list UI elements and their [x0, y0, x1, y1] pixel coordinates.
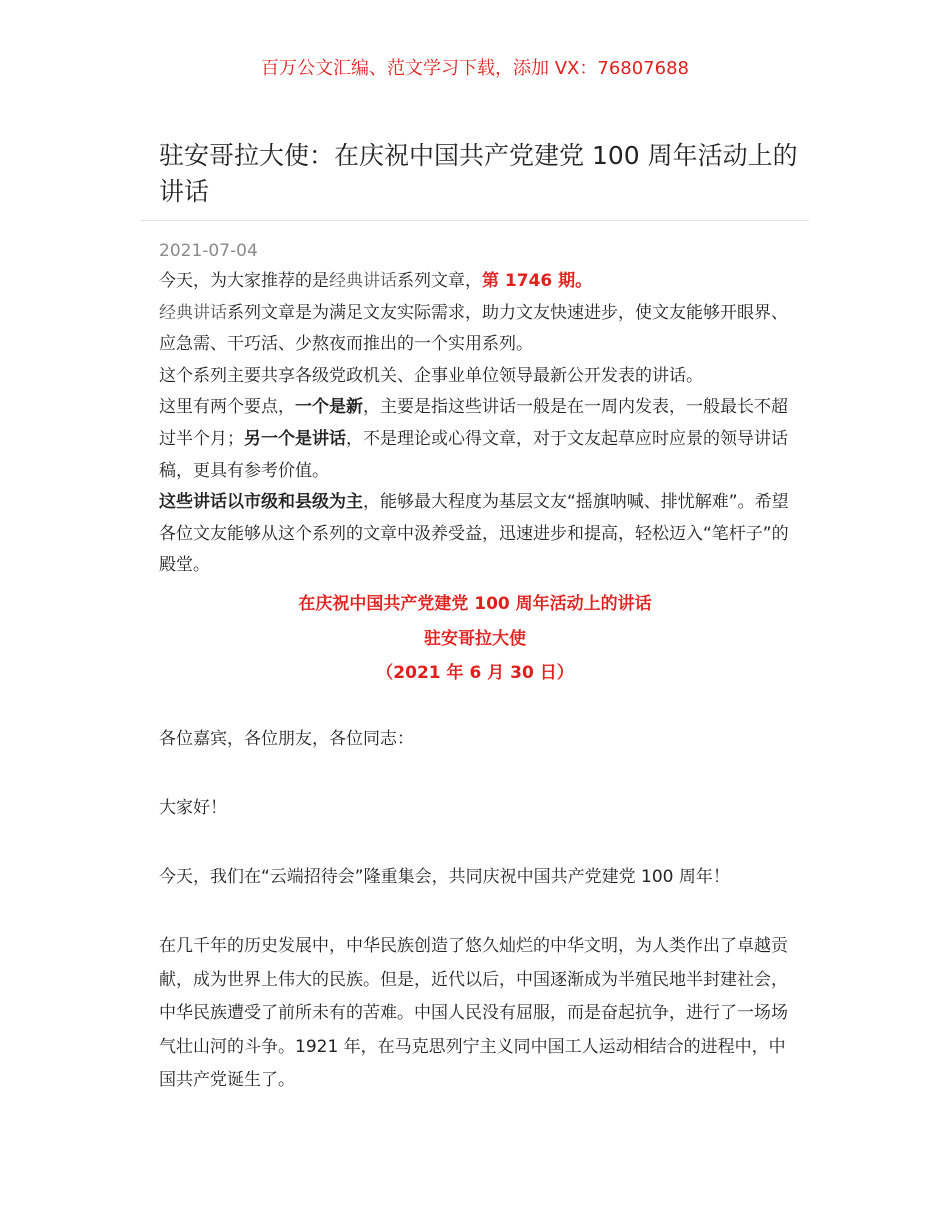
speech-paragraph-2: 在几千年的历史发展中，中华民族创造了悠久灿烂的中华文明，为人类作出了卓越贡献，成为世界上伟大的民族。但是，近代以后，中国逐渐成为半殖民地半封建社会，中华民族遭受了前所未有的苦难。中国人民没有屈服，而是奋起抗争，进行了一场场气壮山河的斗争。1921 年，在马克思列宁主义同中国工人运动相结合的进程中，中国共产党诞生了。: [159, 936, 788, 1090]
speech-date: （2021 年 6 月 30 日）: [376, 663, 574, 683]
key-point-level: 这些讲话以市级和县级为主: [159, 492, 363, 513]
publish-date: 2021-07-04: [159, 241, 258, 261]
intro-text: ，不是理论或心得文章，对于文友起草应时应景的领导讲话稿，更具有参考价值。: [159, 428, 788, 481]
series-name: 经典讲话: [329, 271, 397, 291]
speech-greeting: 各位嘉宾，各位朋友，各位同志：: [159, 729, 414, 749]
intro-section: [159, 266, 795, 582]
speech-header: [0, 587, 950, 691]
intro-text: ，主要是指这些讲话一般是在一周内发表，一般最长不超过半个月；: [159, 397, 788, 449]
intro-paragraph-3: 这个系列主要共享各级党政机关、企事业单位领导最新公开发表的讲话。: [159, 365, 703, 386]
intro-paragraph-5: [159, 487, 795, 582]
series-name: 经典讲话: [159, 302, 227, 323]
article-title: 驻安哥拉大使：在庆祝中国共产党建党 100 周年活动上的讲话: [159, 141, 798, 206]
speech-speaker: 驻安哥拉大使: [424, 628, 526, 649]
intro-text: 这里有两个要点，: [159, 397, 295, 418]
intro-paragraph-4: [159, 392, 795, 487]
issue-number: 第 1746 期。: [482, 271, 593, 291]
key-point-new: 一个是新: [295, 397, 363, 418]
intro-paragraph-2: [159, 298, 795, 361]
key-point-speech: 另一个是讲话: [244, 428, 346, 449]
intro-text: 系列文章，: [397, 271, 482, 291]
speech-paragraph-1: 今天，我们在“云端招待会”隆重集会，共同庆祝中国共产党建党 100 周年！: [159, 867, 730, 887]
intro-text: ，能够最大程度为基层文友“摇旗呐喊、排忧解难”。希望各位文友能够从这个系列的文章中汲养受益，迅速进步和提高，轻松迈入“笔杆子”的殿堂。: [159, 492, 789, 576]
title-divider: [141, 220, 809, 221]
speech-title: 在庆祝中国共产党建党 100 周年活动上的讲话: [298, 594, 652, 614]
intro-text: 系列文章是为满足文友实际需求，助力文友快速进步，使文友能够开眼界、应急需、干巧活、少熬夜而推出的一个实用系列。: [159, 302, 788, 355]
promo-banner: 百万公文汇编、范文学习下载，添加 VX：76807688: [261, 58, 689, 79]
intro-text: 今天，为大家推荐的是: [159, 271, 329, 291]
speech-hello: 大家好！: [159, 798, 227, 818]
intro-paragraph-1: [159, 266, 795, 298]
